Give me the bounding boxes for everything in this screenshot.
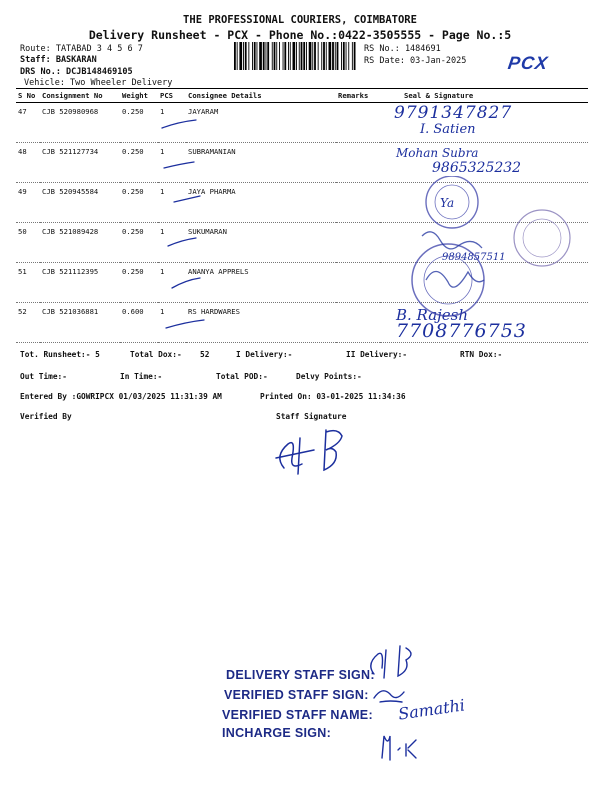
barcode-bar (237, 42, 238, 70)
round-seal-inner (435, 185, 469, 219)
barcode-bar (329, 42, 332, 70)
total-pod: Total POD:- (216, 372, 268, 381)
row-sno: 49 (16, 183, 40, 223)
delivery-staff-signature (371, 646, 411, 678)
barcode-bar (274, 42, 276, 70)
in-time: In Time:- (120, 372, 163, 381)
tick-mark (164, 162, 194, 168)
vehicle-label: Vehicle: Two Wheeler Delivery (24, 78, 173, 88)
barcode-bar (276, 42, 277, 70)
row-consignment: CJB 521089428 (40, 223, 120, 263)
round-seal (412, 244, 484, 316)
staff-signature-label: Staff Signature (276, 412, 347, 421)
row-consignee: SUBRAMANIAN (186, 143, 336, 183)
row-pcs: 1 (158, 103, 186, 143)
col-header-remarks: Remarks (336, 89, 380, 103)
barcode-bar (335, 42, 336, 70)
rtn-dox: RTN Dox:- (460, 350, 503, 359)
total-dox-label: Total Dox:- (130, 350, 182, 359)
barcode-bar (254, 42, 256, 70)
barcode-bar (243, 42, 244, 70)
barcode-bar (239, 42, 242, 70)
col-header-seal-signature: Seal & Signature (380, 89, 588, 103)
row-consignee: RS HARDWARES (186, 303, 336, 343)
barcode-bar (332, 42, 334, 70)
row-remarks (336, 183, 380, 223)
verified-staff-name-hand: Samathi (397, 695, 467, 724)
tot-runsheet: Tot. Runsheet:- 5 (20, 350, 100, 359)
row-remarks (336, 143, 380, 183)
barcode-bar (245, 42, 247, 70)
staff-label: Staff: BASKARAN (20, 55, 97, 65)
total-dox-value: 52 (200, 350, 210, 359)
row-sno: 52 (16, 303, 40, 343)
barcode-bar (306, 42, 307, 70)
barcode-bar (341, 42, 342, 70)
barcode-bar (348, 42, 349, 70)
barcode-bar (343, 42, 345, 70)
barcode-bar (337, 42, 339, 70)
seal-stamps (392, 176, 582, 326)
barcode-bar (299, 42, 300, 70)
route-label: Route: TATABAD 3 4 5 6 7 (20, 44, 143, 54)
handwritten-phone-52: 7708776753 (396, 320, 527, 342)
row-pcs: 1 (158, 183, 186, 223)
printed-on: Printed On: 03-01-2025 11:34:36 (260, 392, 406, 401)
barcode-bar (321, 42, 322, 70)
signature-scribble (426, 271, 484, 287)
row-consignment: CJB 521036881 (40, 303, 120, 343)
out-time: Out Time:- (20, 372, 67, 381)
col-header-weight: Weight (120, 89, 158, 103)
row-pcs: 1 (158, 303, 186, 343)
barcode-bar (290, 42, 291, 70)
row-consignee: ANANYA APPRELS (186, 263, 336, 303)
barcode-bar (323, 42, 325, 70)
i-delivery: I Delivery:- (236, 350, 293, 359)
barcode-bar (284, 42, 286, 70)
row-weight: 0.250 (120, 183, 158, 223)
row-sno: 47 (16, 103, 40, 143)
row-weight: 0.600 (120, 303, 158, 343)
row-weight: 0.250 (120, 223, 158, 263)
barcode-bar (257, 42, 258, 70)
row-consignment: CJB 520980968 (40, 103, 120, 143)
row-consignee: SUKUMARAN (186, 223, 336, 263)
row-remarks (336, 303, 380, 343)
col-header-consignee: Consignee Details (186, 89, 336, 103)
barcode-bar (283, 42, 284, 70)
row-consignee: JAYA PHARMA (186, 183, 336, 223)
barcode-bar (272, 42, 273, 70)
delivery-tick-marks (160, 110, 220, 340)
tick-mark (166, 320, 204, 328)
tick-mark (172, 278, 200, 288)
verified-staff-signature (374, 691, 404, 702)
handwritten-name-48: Mohan Subra (396, 146, 479, 160)
runsheet-title: Delivery Runsheet - PCX - Phone No.:0422-3505555 - Page No.:5 (88, 28, 512, 42)
rs-number: RS No.: 1484691 (364, 44, 441, 54)
barcode-bar (279, 42, 280, 70)
col-header-consignment: Consignment No (40, 89, 120, 103)
rs-date: RS Date: 03-Jan-2025 (364, 56, 467, 66)
col-header-pcs: PCS (158, 89, 186, 103)
row-sno: 50 (16, 223, 40, 263)
pcx-logo: PCX (506, 53, 550, 73)
ii-delivery: II Delivery:- (346, 350, 408, 359)
row-weight: 0.250 (120, 143, 158, 183)
tick-mark (168, 238, 196, 246)
incharge-sign-label: INCHARGE SIGN: (222, 726, 332, 740)
barcode-bar (352, 42, 353, 70)
handwritten-name-52: B. Rajesh (396, 306, 469, 324)
verified-staff-sign-label: VERIFIED STAFF SIGN: (224, 688, 369, 702)
row-remarks (336, 103, 380, 143)
row-consignment: CJB 520945584 (40, 183, 120, 223)
verified-by: Verified By (20, 412, 72, 421)
barcode-bar (248, 42, 249, 70)
barcode-bar (267, 42, 269, 70)
round-seal (426, 176, 478, 228)
barcode-bar (234, 42, 236, 70)
company-name: THE PROFESSIONAL COURIERS, COIMBATORE (183, 14, 417, 26)
barcode-bar (314, 42, 316, 70)
row-pcs: 1 (158, 263, 186, 303)
verified-staff-name-label: VERIFIED STAFF NAME: (222, 708, 373, 722)
barcode-bar (296, 42, 297, 70)
handwritten-initial-49: Ya (440, 196, 455, 210)
delvy-points: Delvy Points:- (296, 372, 362, 381)
row-consignment: CJB 521112395 (40, 263, 120, 303)
barcode-bar (326, 42, 327, 70)
incharge-signature (382, 736, 416, 760)
drs-number: DRS No.: DCJB148469105 (20, 67, 133, 77)
signature-scribble (422, 232, 482, 249)
row-consignee: JAYARAM (186, 103, 336, 143)
handwritten-phone-51: 9894857511 (442, 252, 506, 263)
row-remarks (336, 263, 380, 303)
round-seal (514, 210, 570, 266)
row-pcs: 1 (158, 143, 186, 183)
row-remarks (336, 223, 380, 263)
barcode-bar (266, 42, 267, 70)
barcode-bar (309, 42, 312, 70)
barcode-bar (263, 42, 265, 70)
tick-mark (162, 120, 196, 128)
row-sno: 48 (16, 143, 40, 183)
staff-signature (266, 424, 356, 480)
handwritten-phone-48: 9865325232 (432, 160, 522, 176)
tick-mark (174, 196, 200, 202)
row-sno: 51 (16, 263, 40, 303)
barcode-bar (252, 42, 253, 70)
entered-by: Entered By :GOWRIPCX 01/03/2025 11:31:39 AM (20, 392, 222, 401)
handwritten-name-47: I. Satien (420, 122, 476, 137)
barcode-bar (288, 42, 289, 70)
barcode-bar (259, 42, 262, 70)
barcode-bar (312, 42, 313, 70)
round-seal-inner (523, 219, 561, 257)
delivery-staff-sign-label: DELIVERY STAFF SIGN: (226, 668, 375, 682)
round-seal-inner (424, 256, 472, 304)
row-weight: 0.250 (120, 263, 158, 303)
col-header-sno: S No (16, 89, 40, 103)
table-header-row (16, 89, 588, 103)
handwritten-phone-47: 9791347827 (394, 103, 513, 123)
barcode-bar (303, 42, 305, 70)
barcode-bar (301, 42, 303, 70)
barcode-bar (346, 42, 347, 70)
barcode (234, 42, 356, 70)
row-consignment: CJB 521127734 (40, 143, 120, 183)
barcode-bar (354, 42, 356, 70)
row-weight: 0.250 (120, 103, 158, 143)
row-pcs: 1 (158, 223, 186, 263)
barcode-bar (293, 42, 296, 70)
barcode-bar (318, 42, 319, 70)
